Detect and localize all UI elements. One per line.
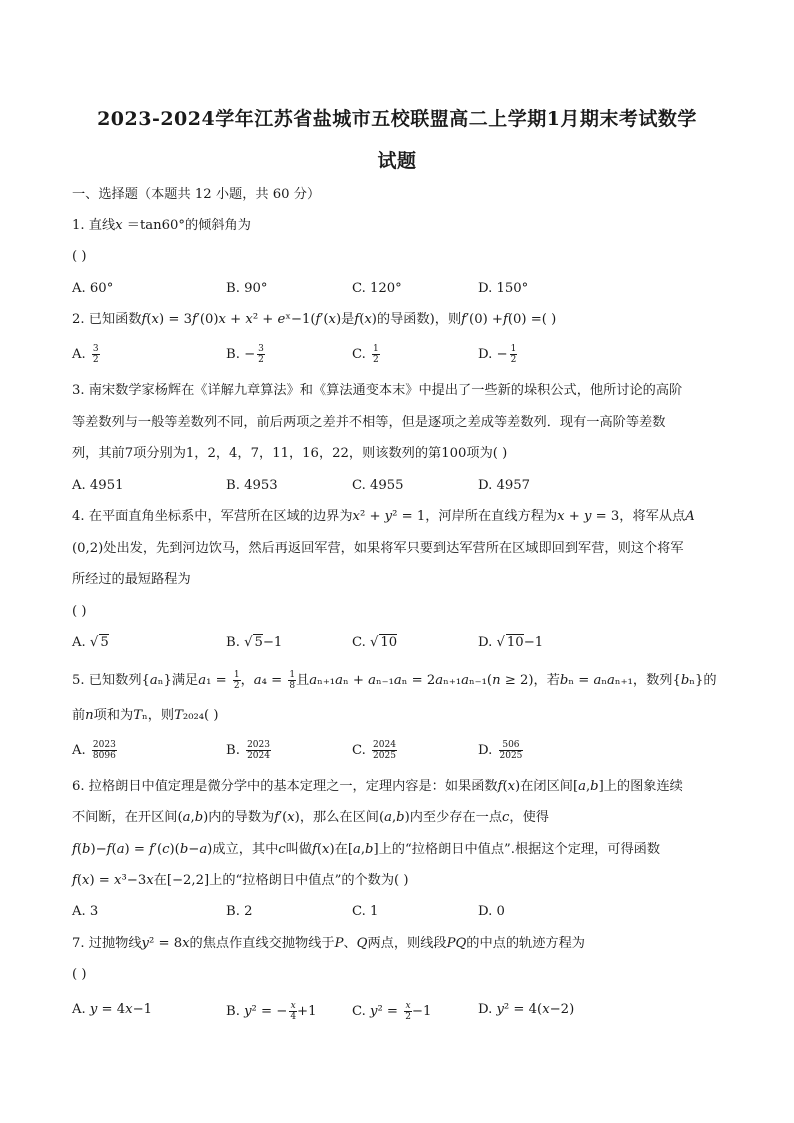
question-6-line-4: 𝑓(𝑥) = 𝑥³−3𝑥在[−2,2]上的“拉格朗日中值点”的个数为( )	[72, 873, 409, 888]
page-title-line1: 2023-2024学年江苏省盐城市五校联盟高二上学期1月期末考试数学	[97, 108, 697, 130]
question-4-option-d: D. √ 10−1	[478, 635, 544, 650]
question-7-option-a: A. 𝑦 = 4𝑥−1	[72, 1002, 153, 1017]
page-title-line2: 试题	[377, 150, 417, 172]
question-1-option-d: D. 150°	[478, 281, 529, 296]
question-5-option-a: A. $\frac{2023}{8096}$	[72, 740, 116, 761]
question-2-stem: 2. 已知函数𝑓(𝑥) = 3𝑓′(0)𝑥 + 𝑥² + 𝑒ˣ−1(𝑓′(𝑥)是𝑓(𝑥)的导函数)，则𝑓′(0) +𝑓(0) =( )	[72, 312, 557, 327]
question-5-option-d: D. $\frac{506}{2025}$	[478, 740, 523, 761]
question-7-option-d: D. 𝑦² = 4(𝑥−2)	[478, 1002, 575, 1017]
question-6-option-c: C. 1	[352, 904, 379, 919]
question-4-line-2: (0,2)处出发，先到河边饮马，然后再返回军营，如果将军只要到达军营所在区域即回到军营，则这个将军	[72, 541, 684, 556]
question-1-paren: ( )	[72, 249, 87, 264]
question-7-option-b: B. 𝑦² = − $\frac{\text{𝑥}}{4}$ +1	[226, 1001, 317, 1022]
question-3-option-d: D. 4957	[478, 478, 531, 493]
question-4-paren: ( )	[72, 604, 87, 619]
question-6-option-b: B. 2	[226, 904, 253, 919]
section-heading: 一、选择题（本题共 12 小题，共 60 分）	[72, 187, 321, 202]
question-4-line-3: 所经过的最短路程为	[72, 572, 191, 587]
question-5-option-b: B. $\frac{2023}{2024}$	[226, 740, 270, 761]
question-6-option-d: D. 0	[478, 904, 505, 919]
question-5-line-2: 前𝑛项和为𝑇ₙ，则𝑇₂₀₂₄( )	[72, 708, 219, 723]
question-7-option-c: C. 𝑦² = $\frac{\text{𝑥}}{2}$ −1	[352, 1001, 432, 1022]
question-3-option-a: A. 4951	[72, 478, 124, 493]
question-3-line-1: 3. 南宋数学家杨辉在《详解九章算法》和《算法通变本末》中提出了一些新的垛积公式，他所讨论的高阶	[72, 383, 683, 398]
question-3-option-b: B. 4953	[226, 478, 278, 493]
question-7-paren: ( )	[72, 967, 87, 982]
question-2-option-a: A. $\frac{3}{2}$	[72, 344, 99, 365]
question-6-line-2: 不间断，在开区间(𝑎,𝑏)内的导数为𝑓′(𝑥)，那么在区间(𝑎,𝑏)内至少存在一点𝑐，使得	[72, 810, 549, 825]
question-4-option-a: A. √ 5	[72, 635, 109, 650]
question-6-option-a: A. 3	[72, 904, 99, 919]
question-7-stem: 7. 过抛物线𝑦² = 8𝑥的焦点作直线交抛物线于𝑃、𝑄两点，则线段𝑃𝑄的中点的轨迹方程为	[72, 936, 585, 951]
question-3-option-c: C. 4955	[352, 478, 404, 493]
question-4-option-c: C. √ 10	[352, 635, 398, 650]
question-6-line-3: 𝑓(𝑏)−𝑓(𝑎) = 𝑓′(𝑐)(𝑏−𝑎)成立，其中𝑐叫做𝑓(𝑥)在[𝑎,𝑏]上的“拉格朗日中值点”.根据这个定理，可得函数	[72, 842, 661, 857]
question-1-stem: 1. 直线𝑥 ＝tan60°的倾斜角为	[72, 218, 251, 233]
question-5-option-c: C. $\frac{2024}{2025}$	[352, 740, 396, 761]
question-3-line-3: 列，其前7项分别为1，2，4，7，11，16，22，则该数列的第100项为( )	[72, 446, 508, 461]
question-1-option-b: B. 90°	[226, 281, 268, 296]
question-6-line-1: 6. 拉格朗日中值定理是微分学中的基本定理之一，定理内容是：如果函数𝑓(𝑥)在闭区间[𝑎,𝑏]上的图象连续	[72, 779, 683, 794]
question-2-option-d: D. − $\frac{1}{2}$	[478, 344, 517, 365]
question-1-option-a: A. 60°	[72, 281, 114, 296]
question-1-option-c: C. 120°	[352, 281, 402, 296]
question-4-line-1: 4. 在平面直角坐标系中，军营所在区域的边界为𝑥² + 𝑦² = 1，河岸所在直线方程为𝑥 + 𝑦 = 3，将军从点𝐴	[72, 509, 695, 524]
question-2-option-b: B. − $\frac{3}{2}$	[226, 344, 264, 365]
question-4-option-b: B. √ 5−1	[226, 635, 283, 650]
question-2-option-c: C. $\frac{1}{2}$	[352, 344, 379, 365]
question-5-line-1: 5. 已知数列{𝑎ₙ}满足𝑎₁ = $\frac{1}{2}$ ，𝑎₄ = $\frac{1}{8}$ 且𝑎ₙ₊₁𝑎ₙ + 𝑎ₙ₋₁𝑎ₙ = 2𝑎ₙ₊₁𝑎ₙ₋₁(𝑛 ≥ 2)，若𝑏ₙ = 𝑎ₙ𝑎ₙ₊₁，数列{𝑏ₙ}的	[72, 670, 717, 691]
question-3-line-2: 等差数列与一般等差数列不同，前后两项之差并不相等，但是逐项之差成等差数列．现有一高阶等差数	[72, 415, 666, 430]
